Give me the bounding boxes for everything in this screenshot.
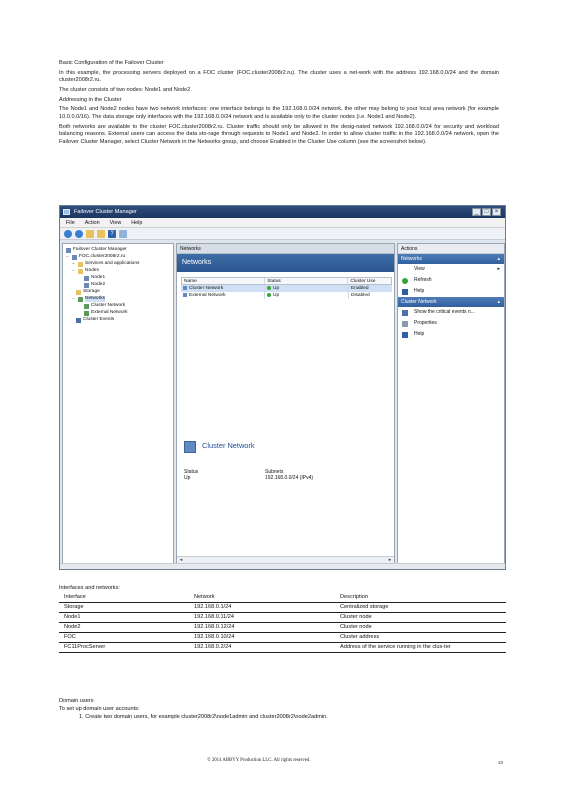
collapse-icon[interactable]: − <box>72 296 75 301</box>
paragraph: To set up domain user accounts: <box>59 706 140 712</box>
menu-bar <box>60 218 505 228</box>
network-icon <box>184 441 196 453</box>
server-icon <box>84 283 89 288</box>
tree-services[interactable]: + Services and applications <box>72 261 140 266</box>
help-icon[interactable]: ? <box>108 230 116 238</box>
table-row: Node1 192.168.0.11/24 Cluster node <box>59 613 506 623</box>
row-use: Enabled <box>351 286 369 291</box>
page-number: 10 <box>498 760 504 765</box>
maximize-icon[interactable]: □ <box>482 208 491 216</box>
domain-users-section <box>59 697 499 721</box>
status-up-icon <box>267 286 271 290</box>
show-hide-tree-icon[interactable] <box>97 230 105 238</box>
paragraph: Both networks are available to the cluster FOC.cluster2008r2.ru. Cluster traffic should only be allowed in the desig-nated network 192.168.0.0/24 for security and workload balancing reasons. External users can access the data sto-rage through requests to Node1 and Node2. In order to allow cluster traffic in the 192.168.0.0/24 network, open the Failover Cluster Manager, select Cluster Network in the Networks group, and choose Enabled in the Cluster Use column (see the screenshot below). <box>59 123 499 145</box>
status-up-icon <box>267 293 271 297</box>
networks-pane <box>176 243 395 565</box>
action-refresh[interactable]: Refresh <box>398 275 504 286</box>
network-icon <box>183 286 187 290</box>
window-controls <box>472 208 501 216</box>
menu-action[interactable]: Action <box>84 220 100 226</box>
events-icon <box>402 310 408 316</box>
paragraph: The cluster consists of two nodes: Node1 and Node2. <box>59 86 192 93</box>
scroll-left-icon[interactable]: ◂ <box>179 557 183 563</box>
menu-view[interactable]: View <box>109 220 122 226</box>
copyright-footer: © 2014 ABBYY Production LLC. All rights reserved. <box>207 758 311 763</box>
column-status[interactable]: Status <box>265 278 348 284</box>
forward-arrow-icon[interactable] <box>75 230 83 238</box>
tree-cluster[interactable]: − FOC.cluster2008r2.ru <box>66 254 126 259</box>
close-icon[interactable]: × <box>492 208 501 216</box>
paragraph: The Node1 and Node2 nodes have two network interfaces: one interface belongs to the 192.168.0.0/24 network, the other may belong to your local area network (for example 10.0.0.0/16). The data storage only interfaces with the 192.168.0.0/24 network and is available only to the cluster nodes (i.e. Node1 and Node2). <box>59 106 499 120</box>
network-icon <box>183 293 187 297</box>
list-item: 1. Create two domain users, for example cluster2008r2\node1admin and cluster2008r2\node2admin. <box>79 714 328 720</box>
actions-pane <box>397 243 505 565</box>
collapse-icon[interactable]: − <box>72 268 75 273</box>
actions-section-networks[interactable]: Networks ▴ <box>398 254 504 264</box>
row-use: Disabled <box>351 293 370 298</box>
networks-icon <box>78 297 83 302</box>
tree-networks[interactable]: − Networks <box>72 296 105 301</box>
table-row: Node2 192.168.0.12/24 Cluster node <box>59 623 506 633</box>
collapse-up-icon[interactable]: ▴ <box>497 299 500 305</box>
subnets-value: 192.168.0.0/24 (IPv4) <box>265 475 314 481</box>
tree-node1[interactable]: Node1 <box>84 275 105 281</box>
tree-storage[interactable]: Storage <box>76 289 100 295</box>
tree-external-network[interactable]: External Network <box>84 310 128 316</box>
row-name: External Network <box>189 293 226 298</box>
detail-title: Cluster Network <box>202 441 255 450</box>
menu-file[interactable]: File <box>66 220 75 226</box>
header-description: Description <box>340 594 368 600</box>
refresh-icon <box>402 278 408 284</box>
help-icon <box>402 332 408 338</box>
help-icon <box>402 289 408 295</box>
intro-text <box>59 60 499 149</box>
action-help[interactable]: Help <box>398 286 504 297</box>
status-label: Status <box>184 469 199 475</box>
back-arrow-icon[interactable] <box>64 230 72 238</box>
menu-help[interactable]: Help <box>131 220 143 226</box>
cluster-icon <box>72 255 77 260</box>
scroll-right-icon[interactable]: ▸ <box>388 557 392 563</box>
actions-section-cluster-network[interactable]: Cluster Network ▴ <box>398 297 504 307</box>
cluster-manager-icon <box>66 248 71 253</box>
network-icon <box>84 311 89 316</box>
window-title: Failover Cluster Manager <box>74 209 137 215</box>
table-caption: Interfaces and networks: <box>59 585 120 591</box>
app-icon <box>63 209 70 215</box>
table-row: FC11ProcServer 192.168.0.2/24 Address of the service running in the clus-ter <box>59 643 506 653</box>
row-status: Up <box>273 286 280 291</box>
minimize-icon[interactable]: _ <box>472 208 481 216</box>
table-row[interactable] <box>181 285 392 292</box>
subnets-label: Subnets <box>265 469 284 475</box>
services-icon <box>78 262 83 267</box>
action-view[interactable]: View ▸ <box>398 264 504 275</box>
status-value: Up <box>184 475 191 481</box>
action-pane-icon[interactable] <box>119 230 127 238</box>
collapse-icon[interactable]: − <box>66 254 69 259</box>
networks-grid <box>181 277 392 397</box>
column-name[interactable]: Name <box>182 278 265 284</box>
paragraph: In this example, the processing servers deployed on a FOC cluster (FOC.cluster2008r2.ru). The cluster uses a net-work with the address 192.168.0.0/24 and the domain cluster2008r2.ru. <box>59 69 499 84</box>
actions-title: Actions <box>398 244 504 254</box>
failover-cluster-manager-window <box>59 205 506 570</box>
tree-node2[interactable]: Node2 <box>84 282 105 288</box>
tree-cluster-events[interactable]: Cluster Events <box>76 317 114 323</box>
nodes-folder-icon <box>78 269 83 274</box>
header-network: Network <box>194 594 215 600</box>
section-heading: Addressing in the Cluster <box>59 96 122 103</box>
tree-cluster-network[interactable]: Cluster Network <box>84 303 125 309</box>
action-show-critical-events[interactable]: Show the critical events n... <box>398 307 504 318</box>
network-icon <box>84 304 89 309</box>
submenu-arrow-icon: ▸ <box>497 266 500 272</box>
action-help[interactable]: Help <box>398 329 504 340</box>
interfaces-table <box>59 593 506 653</box>
up-folder-icon[interactable] <box>86 230 94 238</box>
table-row: FOC 192.168.0.10/24 Cluster address <box>59 633 506 643</box>
table-header-row <box>59 593 506 603</box>
action-properties[interactable]: Properties <box>398 318 504 329</box>
properties-icon <box>402 321 408 327</box>
collapse-up-icon[interactable]: ▴ <box>497 256 500 262</box>
grid-header <box>181 277 392 285</box>
row-status: Up <box>273 293 280 298</box>
pane-header: Networks <box>177 244 394 254</box>
tree-root[interactable]: Failover Cluster Manager <box>66 247 127 253</box>
navigation-tree <box>62 243 174 565</box>
events-icon <box>76 318 81 323</box>
column-cluster-use[interactable]: Cluster Use <box>350 279 376 284</box>
pane-banner: Networks <box>177 254 394 272</box>
table-row[interactable] <box>181 292 392 299</box>
tree-nodes[interactable]: − Nodes <box>72 268 99 273</box>
table-row: Storage 192.168.0.1/24 Centralized storage <box>59 603 506 613</box>
toolbar <box>60 228 505 240</box>
storage-icon <box>76 290 81 295</box>
status-bar <box>60 563 505 569</box>
network-details <box>181 427 392 537</box>
row-name: Cluster Network <box>189 286 224 291</box>
section-heading: Domain users <box>59 698 94 704</box>
window-titlebar <box>60 206 505 218</box>
server-icon <box>84 276 89 281</box>
header-interface: Interface <box>64 594 86 600</box>
expand-icon[interactable]: + <box>72 261 75 266</box>
section-heading: Basic Configuration of the Failover Cluster <box>59 60 164 66</box>
